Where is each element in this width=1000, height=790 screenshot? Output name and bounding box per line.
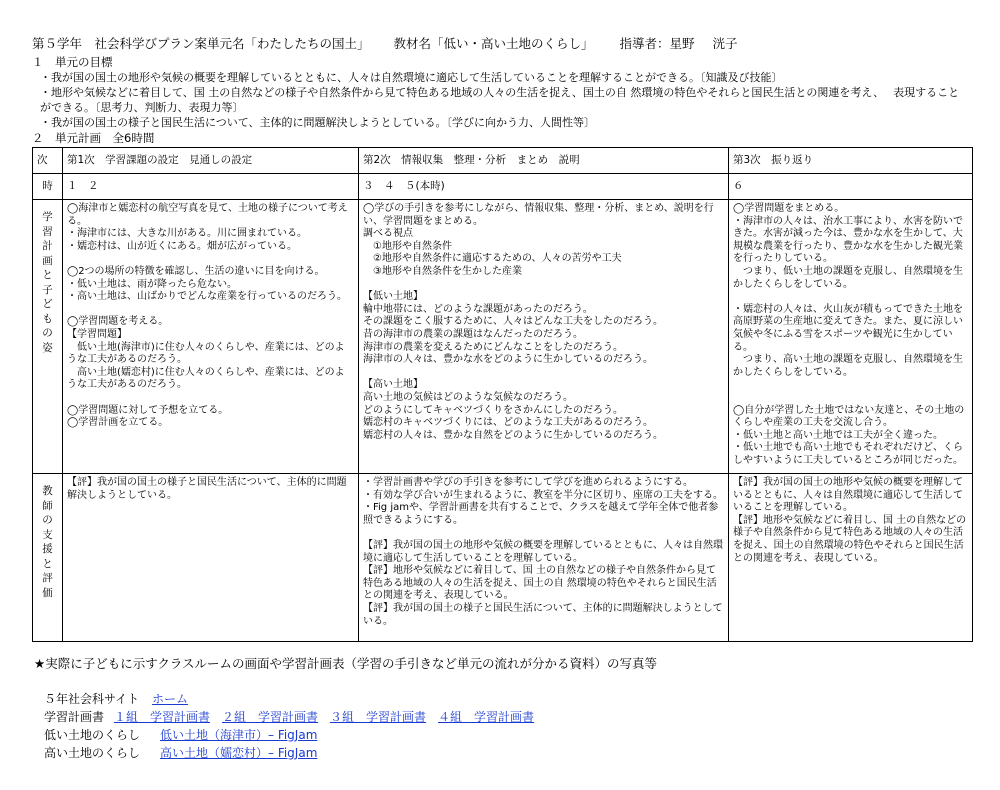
phase-2-teacher-cell (359, 474, 729, 642)
phase-1-teacher-cell (63, 474, 359, 642)
cell-text-line: 海津市の農業を変えるためにどんなことをしたのだろう。 (363, 341, 623, 353)
phase-2-time: ３ ４ ５(本時) (359, 174, 729, 200)
cell-text-line (67, 253, 354, 266)
home-link[interactable]: ホーム (152, 692, 189, 706)
phase-3-header: 第3次 振り返り (729, 148, 973, 174)
cell-text-line (67, 304, 354, 317)
cell-text-line: ・低い土地は、雨が降ったら危ない。 (67, 278, 237, 290)
cell-text-line: ◯学習問題をまとめる。 (733, 203, 845, 214)
time-label-cell: 時 (33, 174, 63, 200)
unit-objectives (32, 70, 970, 130)
phase-3-time: ６ (729, 174, 973, 200)
cell-text-line: 【評】地形や気候などに着目し、国 土の自然などの様子や自然条件から見て特色ある地域の人々の生活を捉え、国土の自然環境の特色やそれらと国民生活との関連を考え、表現している。 (733, 514, 967, 564)
instructor-given-name: 洸子 (712, 36, 738, 51)
phase-header-row (33, 148, 973, 174)
cell-text-line (733, 392, 968, 405)
cell-text-line: ・高い土地は、山ばかりでどんな産業を行っているのだろう。 (67, 291, 347, 303)
cell-text-line: ◯海津市と嬬恋村の航空写真を見て、土地の様子について考える。 (67, 203, 348, 227)
cell-text-line: 【高い土地】 (363, 379, 423, 391)
phase-1-student-cell (63, 200, 359, 474)
cell-text-line (733, 379, 968, 392)
cell-text-line: 高い土地(嬬恋村)に住む人々のくらしや、産業には、どのような工夫があるのだろう。 (67, 366, 345, 391)
cell-text-line: 海津市の人々は、豊かな水をどのように生かしているのだろう。 (363, 354, 653, 366)
cell-text-line: ・Fig jamや、学習計画書を共有することで、クラスを越えて学年全体で他者参照できるようにする。 (363, 502, 719, 526)
cell-text-line: ・海津市の人々は、治水工事により、水害を防いできた。水害が減った今は、豊かな水を生かして、大規模な農業を行ったり、豊かな水を生かした観光業を行ったりしている。 (733, 215, 963, 265)
cell-text-line (363, 367, 724, 380)
cell-text-line: ・低い土地と高い土地では工夫が全く違った。 (733, 429, 943, 441)
cell-text-line: 【評】我が国の国土の地形や気候の概要を理解しているとともに、人々は自然環境に適応して生活していることを理解している。 (363, 539, 723, 564)
cell-text-line: ◯自分が学習した土地ではない友達と、その土地のくらしや産業の工夫を交流し合う。 (733, 404, 965, 429)
section2-heading: ２ 単元計画 全6時間 (32, 131, 155, 145)
plans-label: 学習計画書 (44, 710, 105, 724)
cell-text-line: どのようにしてキャベツづくりをさかんにしたのだろう。 (363, 404, 623, 416)
cell-text-line: ・学習計画書や学びの手引きを参考にして学びを進められるようにする。 (363, 477, 693, 488)
unit-title: 第５学年 社会科学びプラン案単元名「わたしたちの国土」 (32, 36, 370, 51)
phase-1-time: １ ２ (63, 174, 359, 200)
low-land-figjam-link[interactable]: 低い土地（海津市）– FigJam (160, 728, 318, 742)
time-row (33, 174, 973, 200)
high-land-row (32, 744, 970, 762)
cell-text-line: つまり、低い土地の課題を克服し、自然環境を生かしたくらしをしている。 (733, 265, 963, 290)
class-1-plan-link[interactable]: １組 学習計画書 (114, 710, 211, 724)
plan-links-row (32, 708, 970, 726)
cell-text-line (363, 279, 724, 292)
cell-text-line: 高い土地の気候はどのような気候なのだろう。 (363, 391, 573, 403)
cell-text-line (67, 392, 354, 405)
cell-text-line: ・海津市には、大きな川がある。川に囲まれている。 (67, 228, 307, 240)
cell-text-line: ・嬬恋村の人々は、火山灰が積もってできた土地を高原野菜の生産地に変えてきた。また、夏に涼しい気候や冬にふる雪をスポーツや観光に生かしている。 (733, 303, 963, 353)
student-activity-row (33, 200, 973, 474)
section1-heading: １ 単元の目標 (32, 55, 113, 69)
high-land-figjam-link[interactable]: 高い土地（嬬恋村）– FigJam (160, 746, 318, 760)
document-header (32, 34, 970, 54)
cell-text-line: ◯2つの場所の特徴を確認し、生活の違いに目を向ける。 (67, 265, 325, 277)
cell-text-line: 調べる視点 (363, 228, 413, 240)
cell-text-line: ①地形や自然条件 (363, 240, 452, 252)
cell-text-line: 【評】我が国の国土の地形や気候の概要を理解しているとともに、人々は自然環境に適応して生活していることを理解している。 (733, 477, 963, 514)
site-link-row (32, 690, 970, 708)
resource-links (32, 690, 970, 762)
high-land-label: 高い土地のくらし (44, 746, 141, 760)
phase-3-teacher-cell (729, 474, 973, 642)
phase-2-header: 第2次 情報収集 整理・分析 まとめ 説明 (359, 148, 729, 174)
instructor-label: 指導者：星野 (619, 36, 695, 51)
low-land-label: 低い土地のくらし (44, 728, 141, 742)
cell-text-line: つまり、高い土地の課題を克服し、自然環境を生かしたくらしをしている。 (733, 354, 963, 378)
cell-text-line: ③地形や自然条件を生かした産業 (363, 265, 522, 277)
phase-2-student-cell (359, 200, 729, 474)
cell-text-line: ②地形や自然条件に適応するための、人々の苦労や工夫 (363, 253, 622, 265)
cell-text-line: ◯学習問題に対して予想を立てる。 (67, 404, 229, 416)
cell-text-line (363, 527, 724, 540)
teacher-row-label: 教師の支援と評価 (33, 474, 63, 642)
class-4-plan-link[interactable]: ４組 学習計画書 (438, 710, 535, 724)
cell-text-line: ◯学習問題を考える。 (67, 316, 169, 328)
cell-text-line (733, 291, 968, 304)
phase-1-header: 第1次 学習課題の設定 見通しの設定 (63, 148, 359, 174)
cell-text-line: ・有効な学び合いが生まれるように、教室を半分に区切り、座席の工夫をする。 (363, 489, 723, 501)
photo-note: ★実際に子どもに示すクラスルームの画面や学習計画表（学習の手引きなど単元の流れが分かる資料）の写真等 (34, 656, 657, 671)
cell-text-line: 【評】我が国の国土の様子と国民生活について、主体的に問題解決しようとしている。 (363, 602, 723, 627)
cell-text-line: ◯学びの手引きを参考にしながら、情報収集、整理・分析、まとめ、説明を行い、学習問題をまとめる。 (363, 203, 714, 227)
unit-plan-table (32, 147, 973, 642)
cell-text-line: 嬬恋村の人々は、豊かな自然をどのように生かしているのだろう。 (363, 429, 663, 441)
teacher-support-row (33, 474, 973, 642)
class-3-plan-link[interactable]: ３組 学習計画書 (330, 710, 427, 724)
cell-text-line: その課題をこく服するために、人々はどんな工夫をしたのだろう。 (363, 316, 663, 328)
objective-knowledge: ・我が国の国土の地形や気候の概要を理解しているとともに、人々は自然環境に適応して生活していることを理解することができる。〔知識及び技能〕 (40, 71, 783, 84)
phase-3-student-cell (729, 200, 973, 474)
cell-text-line: ・嬬恋村は、山が近くにある。畑が広がっている。 (67, 240, 297, 252)
cell-text-line: 【評】我が国の国土の様子と国民生活について、主体的に問題解決しようとしている。 (67, 477, 347, 501)
cell-text-line: 嬬恋村のキャベツづくりには、どのような工夫があるのだろう。 (363, 417, 653, 429)
cell-text-line: 低い土地(海津市)に住む人々のくらしや、産業には、どのような工夫があるのだろう。 (67, 341, 345, 366)
cell-text-line: ◯学習計画を立てる。 (67, 417, 169, 429)
objective-thinking: ・地形や気候などに着目して、国 土の自然などの様子や自然条件から見て特色ある地域の人々の生活を捉え、国土の自 然環境の特色やそれらと国民生活との関連を考え、 表現することができる。〔思考力、判断力、表現力等〕 (40, 86, 960, 114)
phase-label-cell: 次 (33, 148, 63, 174)
low-land-row (32, 726, 970, 744)
cell-text-line: 昔の海津市の農業の課題はなんだったのだろう。 (363, 328, 583, 340)
cell-text-line: 輪中地帯には、どのような課題があったのだろう。 (363, 303, 593, 315)
site-label: ５年社会科サイト (44, 692, 140, 706)
material-title: 教材名「低い・高い土地のくらし」 (393, 36, 594, 51)
cell-text-line: ・低い土地でも高い土地でもそれぞれだけど、くらしやすいように工夫しているところが同じだった。 (733, 442, 963, 466)
cell-text-line: 【低い土地】 (363, 291, 423, 303)
student-row-label: 学習計画と子どもの姿 (33, 200, 63, 474)
cell-text-line: 【評】地形や気候などに着目して、国 土の自然などの様子や自然条件から見て特色ある地域の人々の生活を捉え、国土の自 然環境の特色やそれらと国民生活との関連を考え、表現している。 (363, 565, 717, 602)
objective-attitude: ・我が国の国土の様子と国民生活について、主体的に問題解決しようとしている。〔学びに向かう力、人間性等〕 (40, 116, 596, 129)
class-2-plan-link[interactable]: ２組 学習計画書 (222, 710, 319, 724)
cell-text-line: 【学習問題】 (67, 328, 127, 340)
